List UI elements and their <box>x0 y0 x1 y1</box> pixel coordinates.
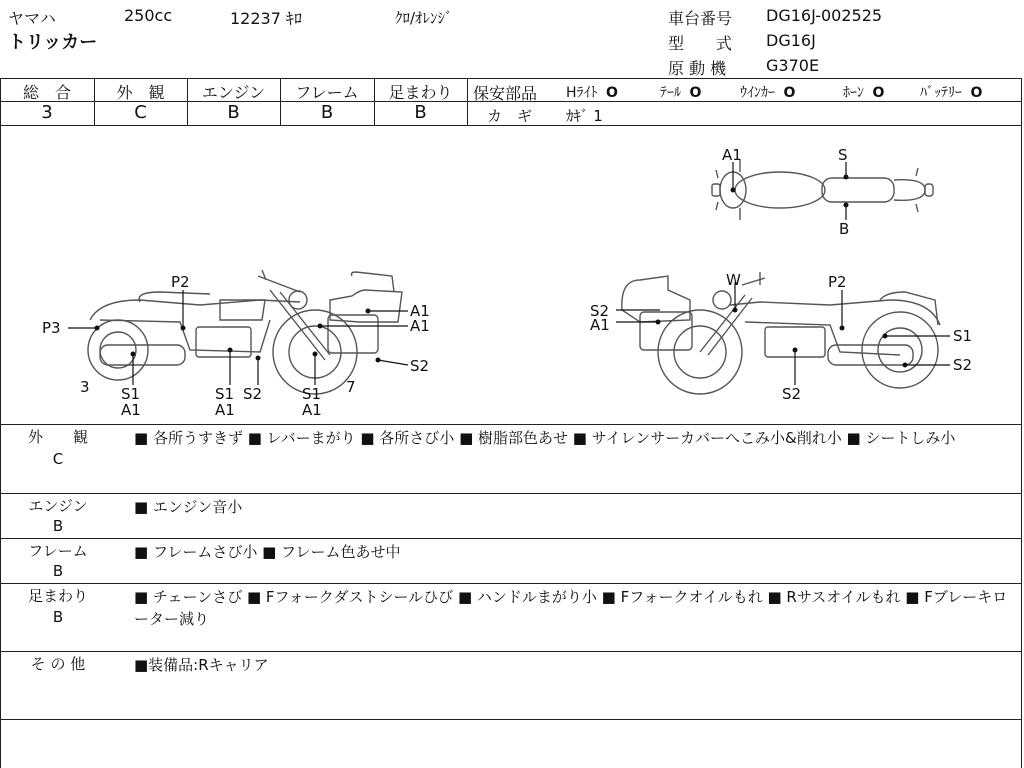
left-p3-label: P3 <box>42 319 61 337</box>
safety-item-mark: O <box>970 85 983 101</box>
section-other-label: そ の 他 <box>30 655 86 673</box>
left-s2-b-label: S2 <box>243 385 263 403</box>
safety-item-horn <box>843 82 884 102</box>
grade-frame-value: B <box>320 102 334 123</box>
left-a1-c-label: A1 <box>302 401 322 419</box>
right-s2-left-label: S2 <box>590 302 610 320</box>
right-s2-bottom-label: S2 <box>782 385 802 403</box>
left-s2-right-label: S2 <box>410 357 430 375</box>
top-b-label: B <box>839 220 850 238</box>
top-a1-label: A1 <box>722 146 742 164</box>
section-suspension-label: 足まわり <box>27 587 88 605</box>
safety-item-tail <box>660 82 701 102</box>
section-engine-label: エンジン <box>28 497 88 515</box>
section-exterior-text: ■ 各所うすきず ■ レバーまがり ■ 各所さび小 ■ 樹脂部色あせ ■ サイレンサーカバーへこみ小&削れ小 ■ シートしみ小 <box>134 429 956 447</box>
section-suspension-grade: B <box>52 608 64 626</box>
right-p2-label: P2 <box>828 273 847 291</box>
left-s1-b-label: S1 <box>215 385 235 403</box>
frame-number: DG16J-002525 <box>766 6 883 25</box>
safety-label: 保安部品 <box>473 84 538 103</box>
right-s1-right-label: S1 <box>953 327 973 345</box>
grade-exterior-value: C <box>134 102 147 123</box>
safety-item-winker <box>740 82 795 102</box>
safety-item-label: Hﾗｲﾄ <box>566 85 598 101</box>
safety-item-mark: O <box>605 85 618 101</box>
left-a1-mid-label: A1 <box>410 317 430 335</box>
left-s1-c-label: S1 <box>302 385 322 403</box>
left-three-label: 3 <box>80 378 90 396</box>
grade-overall-value: 3 <box>41 102 53 123</box>
grade-engine-value: B <box>227 102 240 123</box>
displacement: 250cc <box>124 6 173 25</box>
right-s2-right-label: S2 <box>953 356 973 374</box>
grade-overall-label: 総 合 <box>22 83 71 102</box>
section-exterior-label: 外 観 <box>27 428 88 446</box>
model-type: DG16J <box>766 31 816 50</box>
left-a1-top-label: A1 <box>410 302 430 320</box>
damage-diagram <box>0 126 1022 424</box>
section-suspension-text: ■ チェーンさび ■ Fフォークダストシールひび ■ ハンドルまがり小 ■ Fフォークオイルもれ ■ Rサスオイルもれ ■ Fブレーキローター減り <box>134 588 1008 628</box>
model-type-label: 型 式 <box>668 34 733 53</box>
safety-item-label: ﾃｰﾙ <box>660 85 681 101</box>
mileage: 12237 ｷﾛ <box>230 9 302 28</box>
grade-suspension-label: 足まわり <box>388 83 453 102</box>
maker: ヤマハ <box>8 9 56 28</box>
safety-item-headlight <box>566 82 618 102</box>
safety-item-label: ﾎｰﾝ <box>843 85 864 101</box>
section-frame-label: フレーム <box>28 542 88 560</box>
right-w-label: W <box>726 271 741 289</box>
section-frame-grade: B <box>52 562 64 580</box>
safety-item-label: ﾊﾞｯﾃﾘｰ <box>920 85 962 101</box>
top-s-label: S <box>838 146 848 164</box>
right-a1-left-label: A1 <box>590 316 610 334</box>
safety-item-mark: O <box>872 85 885 101</box>
top-view-bike <box>712 160 933 220</box>
key-label: カ ギ <box>487 107 533 125</box>
grade-frame-label: フレーム <box>295 83 359 102</box>
grade-exterior-label: 外 観 <box>116 83 165 102</box>
body-color: ｸﾛ/ｵﾚﾝｼﾞ <box>395 9 453 27</box>
safety-item-label: ｳｲﾝｶｰ <box>740 85 775 101</box>
left-s1-a-label: S1 <box>121 385 141 403</box>
left-a1-a-label: A1 <box>121 401 141 419</box>
engine-model: G370E <box>766 56 820 75</box>
model-name: トリッカー <box>8 32 98 53</box>
key-value: ｶｷﾞ 1 <box>566 107 603 125</box>
frame-number-label: 車台番号 <box>668 9 733 28</box>
grade-suspension-value: B <box>414 102 427 123</box>
grade-engine-label: エンジン <box>201 83 266 102</box>
section-other-text: ■装備品:Rキャリア <box>134 656 269 674</box>
engine-label: 原 動 機 <box>668 59 727 78</box>
section-engine-grade: B <box>52 517 64 535</box>
safety-item-mark: O <box>783 85 796 101</box>
section-engine-text: ■ エンジン音小 <box>134 498 243 516</box>
section-frame-text: ■ フレームさび小 ■ フレーム色あせ中 <box>134 543 401 561</box>
left-p2-label: P2 <box>171 273 190 291</box>
left-seven-label: 7 <box>346 378 356 396</box>
right-view-bike <box>622 272 940 394</box>
safety-item-battery <box>920 82 982 102</box>
safety-item-mark: O <box>689 85 702 101</box>
section-exterior-grade: C <box>52 450 64 468</box>
left-a1-b-label: A1 <box>215 401 235 419</box>
left-view-bike <box>88 270 402 394</box>
